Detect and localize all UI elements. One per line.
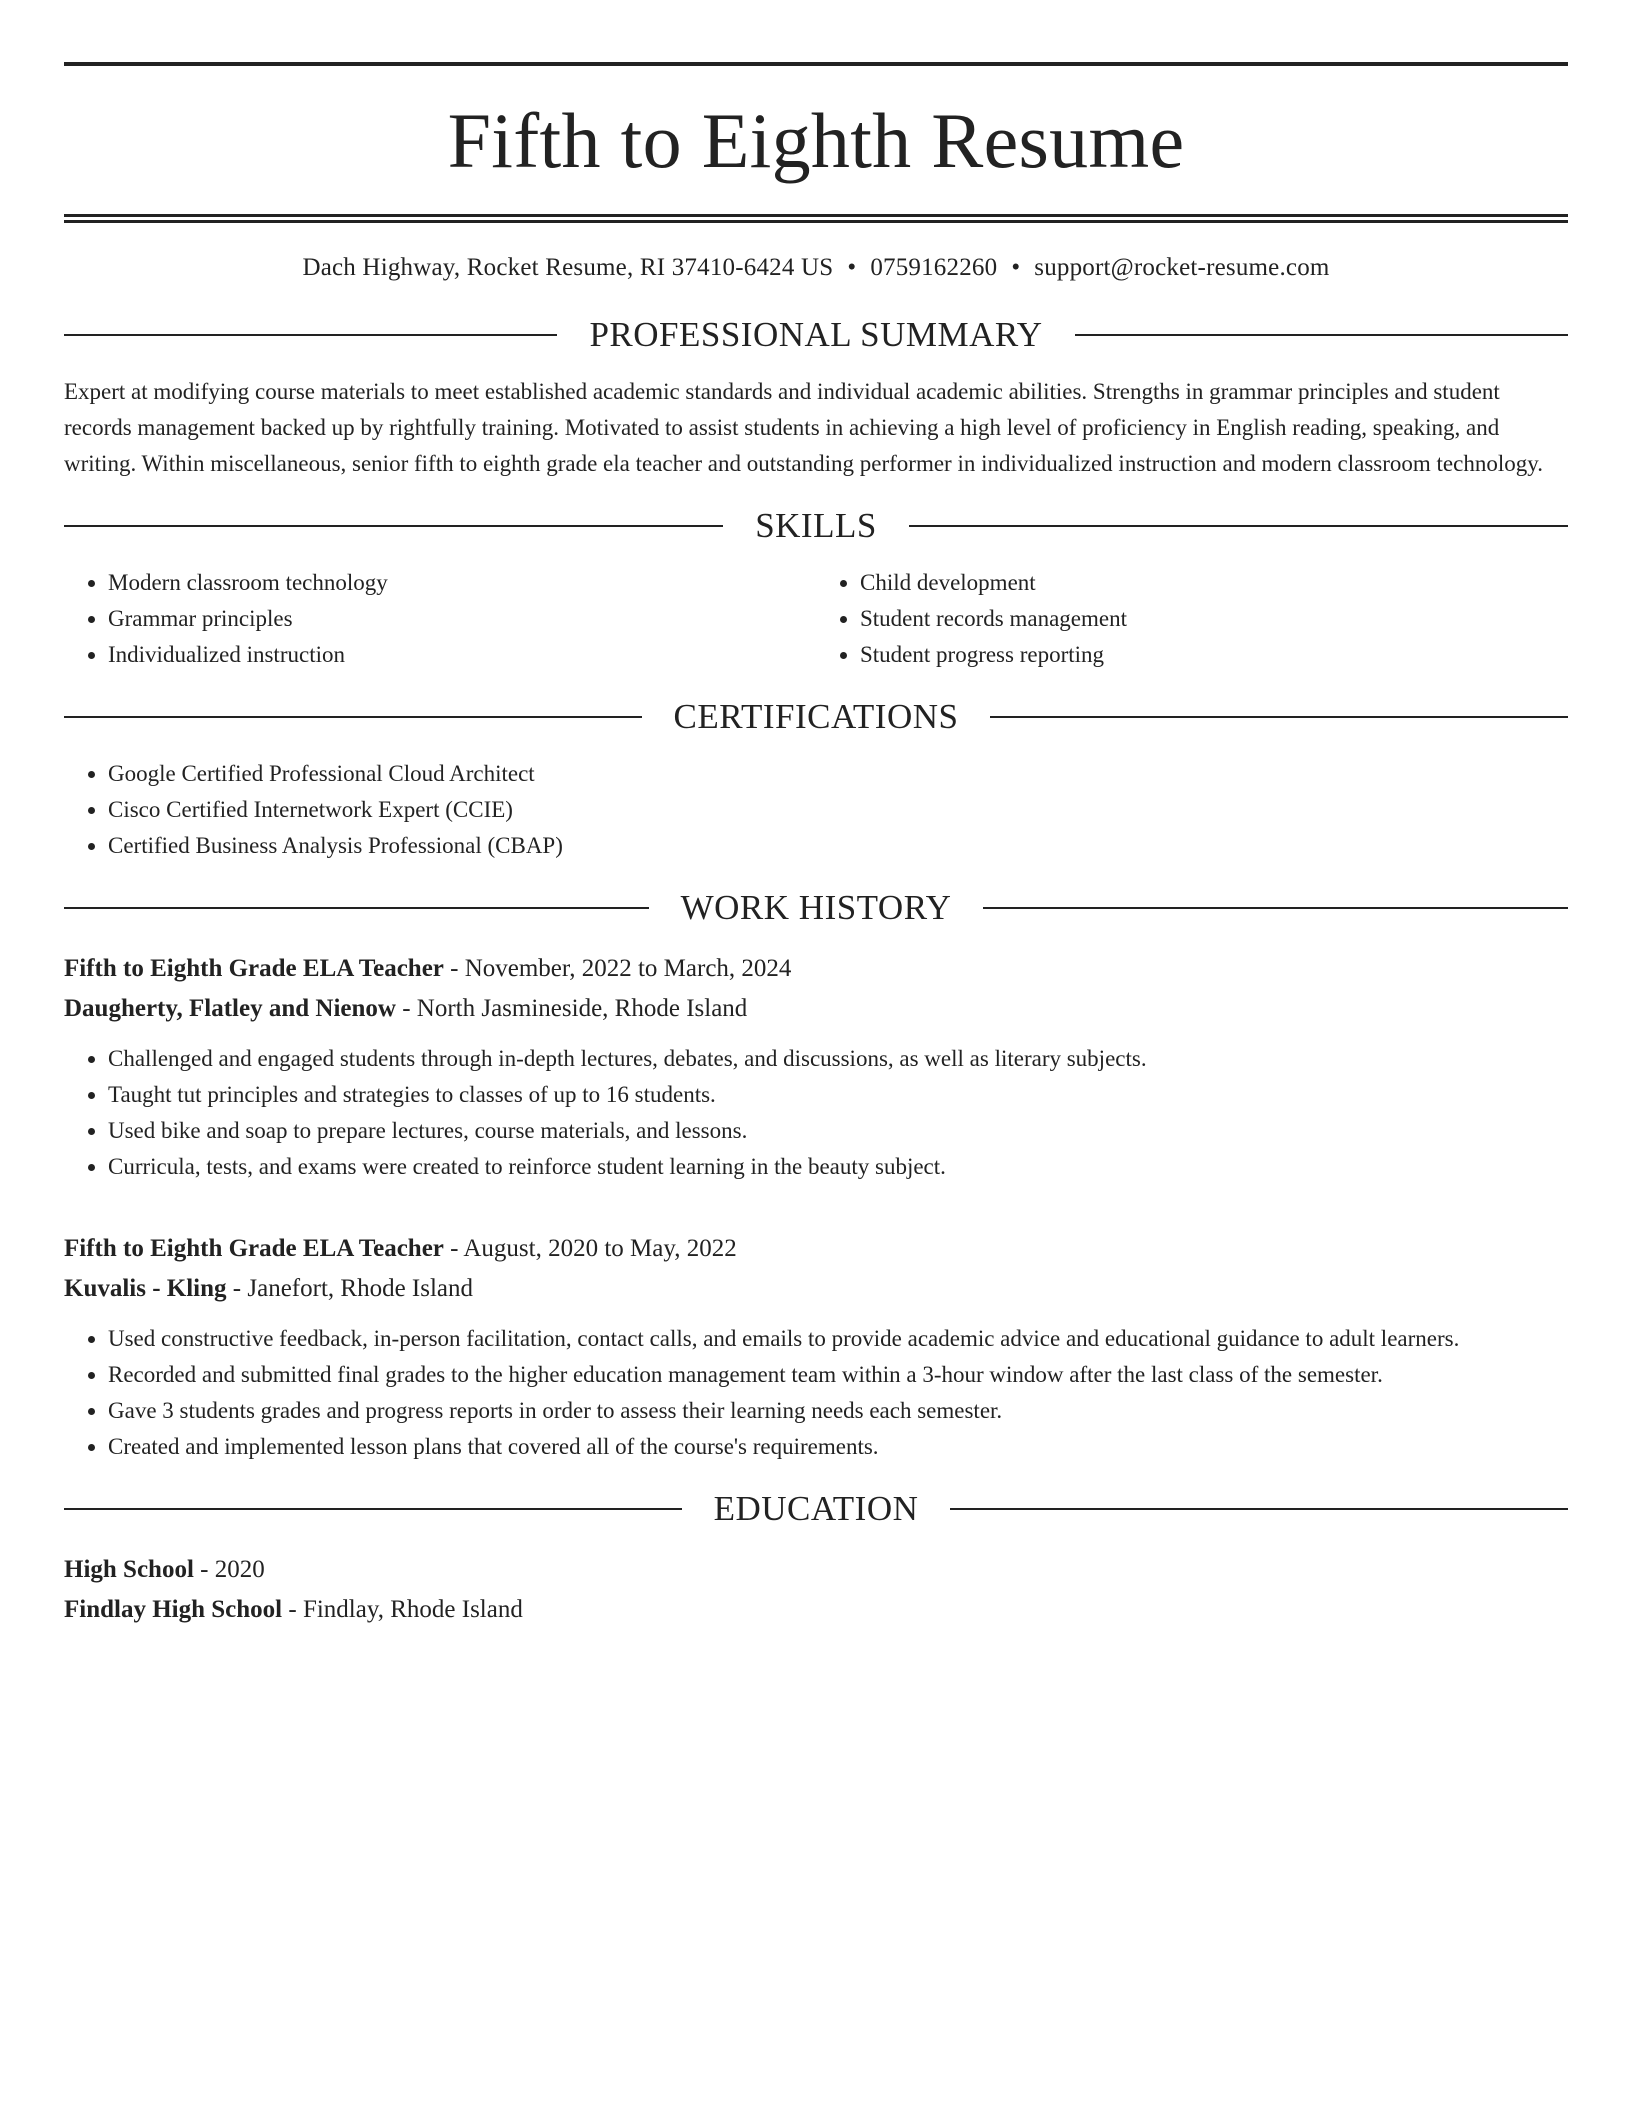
job-bullet: • Used constructive feedback, in-person facilitation, contact calls, and emails to provide academic advice and educational guidance to adult learners. xyxy=(108,1321,1568,1357)
address: Dach Highway, Rocket Resume, RI 37410-6424 US xyxy=(302,254,834,281)
section-heading-certifications xyxy=(64,699,1568,734)
job-title-line xyxy=(64,949,1568,989)
skills-heading: SKILLS xyxy=(755,506,877,545)
heading-rule xyxy=(64,716,642,718)
heading-rule xyxy=(64,525,723,527)
job-title: Fifth to Eighth Grade ELA Teacher xyxy=(64,955,444,982)
skills-column-right xyxy=(816,565,1568,673)
skill-item: • Modern classroom technology xyxy=(108,565,816,601)
job-company-line xyxy=(64,989,1568,1029)
certifications-heading: CERTIFICATIONS xyxy=(673,697,959,736)
education-school: Findlay High School xyxy=(64,1596,283,1623)
skill-item: • Student progress reporting xyxy=(860,637,1568,673)
certification-item: • Google Certified Professional Cloud Architect xyxy=(108,756,1568,792)
job-bullet: • Used bike and soap to prepare lectures, course materials, and lessons. xyxy=(108,1113,1568,1149)
heading-rule xyxy=(64,1508,682,1510)
resume-title: Fifth to Eighth Resume xyxy=(447,97,1185,184)
education-entry xyxy=(64,1550,1568,1630)
job-bullets xyxy=(64,1041,1568,1185)
contact-separator: • xyxy=(847,254,857,281)
job-dates: - August, 2020 to May, 2022 xyxy=(443,1235,737,1262)
education-school-line xyxy=(64,1590,1568,1630)
certifications-list xyxy=(64,756,1568,864)
job-bullet: • Gave 3 students grades and progress reports in order to assess their learning needs each semester. xyxy=(108,1393,1568,1429)
email: support@rocket-resume.com xyxy=(1034,254,1330,281)
skill-item: • Child development xyxy=(860,565,1568,601)
phone: 0759162260 xyxy=(870,254,998,281)
job-title: Fifth to Eighth Grade ELA Teacher xyxy=(64,1235,444,1262)
heading-rule xyxy=(64,334,557,336)
top-rule xyxy=(64,62,1568,66)
skill-item: • Individualized instruction xyxy=(108,637,816,673)
job-bullet: • Challenged and engaged students through in-depth lectures, debates, and discussions, as well as literary subjects. xyxy=(108,1041,1568,1077)
education-location: - Findlay, Rhode Island xyxy=(282,1596,523,1623)
education-degree-line xyxy=(64,1550,1568,1590)
skills-column-left xyxy=(64,565,816,673)
job-entry xyxy=(64,1229,1568,1465)
section-heading-summary xyxy=(64,317,1568,352)
job-dates: - November, 2022 to March, 2024 xyxy=(443,955,792,982)
heading-rule xyxy=(909,525,1568,527)
contact-line xyxy=(64,253,1568,283)
education-heading: EDUCATION xyxy=(713,1489,919,1528)
section-heading-education xyxy=(64,1491,1568,1526)
section-heading-skills xyxy=(64,508,1568,543)
heading-rule xyxy=(1075,334,1568,336)
title-double-rule xyxy=(64,214,1568,223)
contact-separator: • xyxy=(1011,254,1021,281)
job-bullet: • Curricula, tests, and exams were created to reinforce student learning in the beauty subject. xyxy=(108,1149,1568,1185)
job-bullet: • Taught tut principles and strategies to classes of up to 16 students. xyxy=(108,1077,1568,1113)
job-bullet: • Recorded and submitted final grades to the higher education management team within a 3-hour window after the last class of the semester. xyxy=(108,1357,1568,1393)
education-degree: High School xyxy=(64,1556,194,1583)
work-history-heading: WORK HISTORY xyxy=(680,888,952,927)
job-company: Kuvalis - Kling xyxy=(64,1275,227,1302)
summary-heading: PROFESSIONAL SUMMARY xyxy=(589,315,1043,354)
section-heading-work-history xyxy=(64,890,1568,925)
education-year: - 2020 xyxy=(193,1556,265,1583)
skill-item: • Grammar principles xyxy=(108,601,816,637)
heading-rule xyxy=(990,716,1568,718)
job-company-line xyxy=(64,1269,1568,1309)
heading-rule xyxy=(983,907,1568,909)
job-company: Daugherty, Flatley and Nienow xyxy=(64,995,396,1022)
skills-list xyxy=(64,565,1568,673)
summary-text: Expert at modifying course materials to meet established academic standards and individual academic abilities. Strengths in grammar principles and student records management backed up by rightfully training. Motivated to assist students in achieving a high level of proficiency in English reading, speaking, and writing. Within miscellaneous, senior fifth to eighth grade ela teacher and outstanding performer in individualized instruction and modern classroom technology. xyxy=(64,379,1543,476)
job-location: - Janefort, Rhode Island xyxy=(226,1275,474,1302)
heading-rule xyxy=(950,1508,1568,1510)
job-entry xyxy=(64,949,1568,1185)
certification-item: • Certified Business Analysis Professional (CBAP) xyxy=(108,828,1568,864)
job-title-line xyxy=(64,1229,1568,1269)
job-bullets xyxy=(64,1321,1568,1465)
job-bullet: • Created and implemented lesson plans that covered all of the course's requirements. xyxy=(108,1429,1568,1465)
skill-item: • Student records management xyxy=(860,601,1568,637)
heading-rule xyxy=(64,907,649,909)
job-location: - North Jasmineside, Rhode Island xyxy=(395,995,748,1022)
certification-item: • Cisco Certified Internetwork Expert (CCIE) xyxy=(108,792,1568,828)
